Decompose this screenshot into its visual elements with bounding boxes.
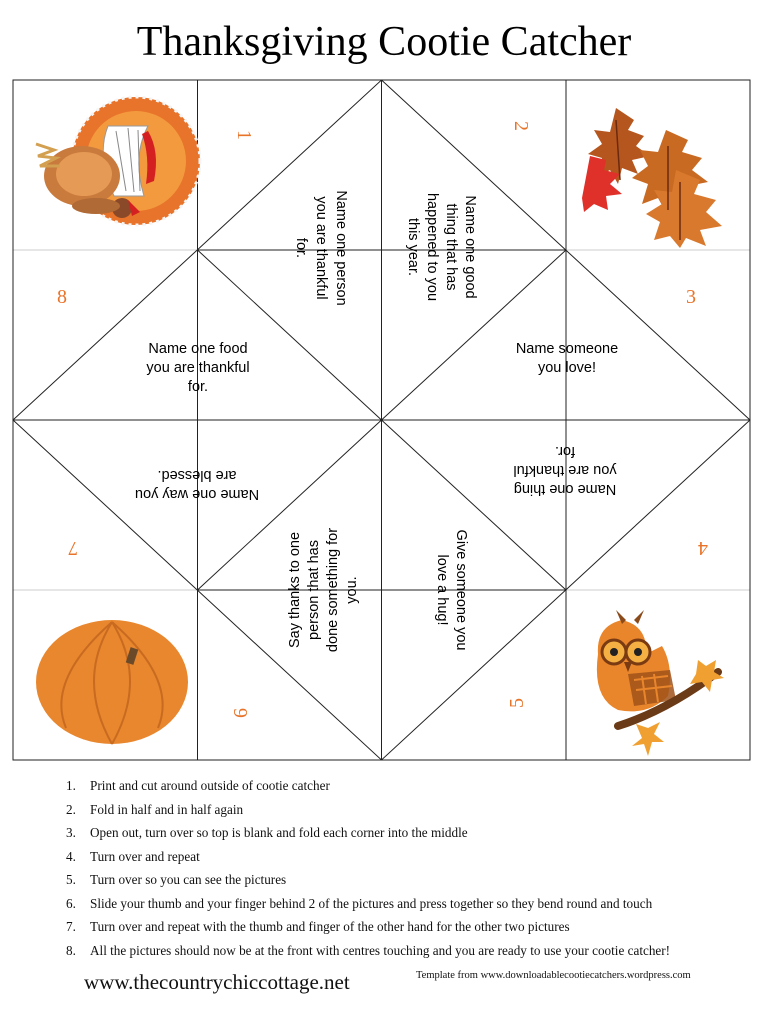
svg-text:Say thanks to one: Say thanks to one — [287, 531, 303, 649]
svg-text:for.: for. — [293, 237, 309, 259]
instruction-item: 3. Open out, turn over so top is blank and fold each corner into the middle — [66, 825, 468, 840]
svg-text:Name one thing: Name one thing — [513, 481, 617, 497]
number-2: 2 — [510, 121, 532, 131]
pumpkin-icon — [36, 620, 188, 744]
instruction-item: 1. Print and cut around outside of cootie catcher — [66, 778, 330, 793]
owl-icon — [597, 610, 724, 756]
svg-text:done something for: done something for — [325, 527, 341, 653]
svg-text:love a hug!: love a hug! — [434, 554, 450, 626]
instruction-item: 7. Turn over and repeat with the thumb and finger of the other hand for the other two pictures — [66, 919, 570, 934]
svg-text:person that has: person that has — [306, 540, 322, 640]
turkey-icon — [36, 97, 200, 225]
svg-text:Name one person: Name one person — [333, 190, 349, 306]
number-5: 5 — [506, 698, 528, 708]
svg-text:thing that has: thing that has — [443, 203, 459, 291]
number-1: 1 — [233, 130, 255, 140]
svg-text:happened to you: happened to you — [424, 192, 440, 302]
svg-text:Name one way you: Name one way you — [134, 486, 260, 502]
number-6: 6 — [230, 708, 252, 718]
instruction-item: 5. Turn over so you can see the pictures — [66, 872, 287, 887]
autumn-leaves-icon — [582, 108, 722, 248]
svg-text:Name one food: Name one food — [148, 341, 248, 357]
svg-text:you are thankful: you are thankful — [313, 196, 329, 300]
svg-text:you love!: you love! — [537, 360, 597, 376]
number-8: 8 — [57, 286, 67, 308]
template-credit: Template from www.downloadablecootiecatchers.wordpress.com — [416, 970, 691, 981]
svg-text:for.: for. — [554, 443, 576, 459]
svg-text:for.: for. — [187, 379, 209, 395]
number-7: 7 — [68, 537, 78, 559]
svg-text:you are thankful: you are thankful — [146, 360, 250, 376]
website-url: www.thecountrychiccottage.net — [84, 970, 350, 994]
number-4: 4 — [698, 537, 708, 559]
prompt-4 — [513, 443, 616, 497]
svg-text:Give someone you: Give someone you — [453, 529, 469, 651]
svg-text:you.: you. — [344, 576, 360, 604]
prompt-8 — [146, 341, 249, 395]
instruction-item: 8. All the pictures should now be at the front with centres touching and you are ready to use your cootie catcher! — [66, 942, 671, 958]
instructions-list — [66, 776, 670, 964]
svg-text:Name someone: Name someone — [515, 341, 619, 357]
svg-text:are blessed.: are blessed. — [157, 467, 237, 483]
instruction-item: 2. Fold in half and in half again — [66, 801, 244, 817]
svg-text:Name one good: Name one good — [462, 195, 478, 299]
instruction-item: 4. Turn over and repeat — [66, 848, 200, 864]
instruction-item: 6. Slide your thumb and your finger behind 2 of the pictures and press together so they bend round and touch — [66, 895, 653, 911]
prompt-1 — [293, 190, 349, 305]
svg-text:this year.: this year. — [405, 217, 421, 277]
page-title: Thanksgiving Cootie Catcher — [136, 19, 632, 65]
prompt-2 — [405, 193, 478, 301]
svg-text:you are thankful: you are thankful — [513, 462, 617, 478]
number-3: 3 — [686, 286, 696, 308]
prompt-3 — [516, 341, 618, 376]
